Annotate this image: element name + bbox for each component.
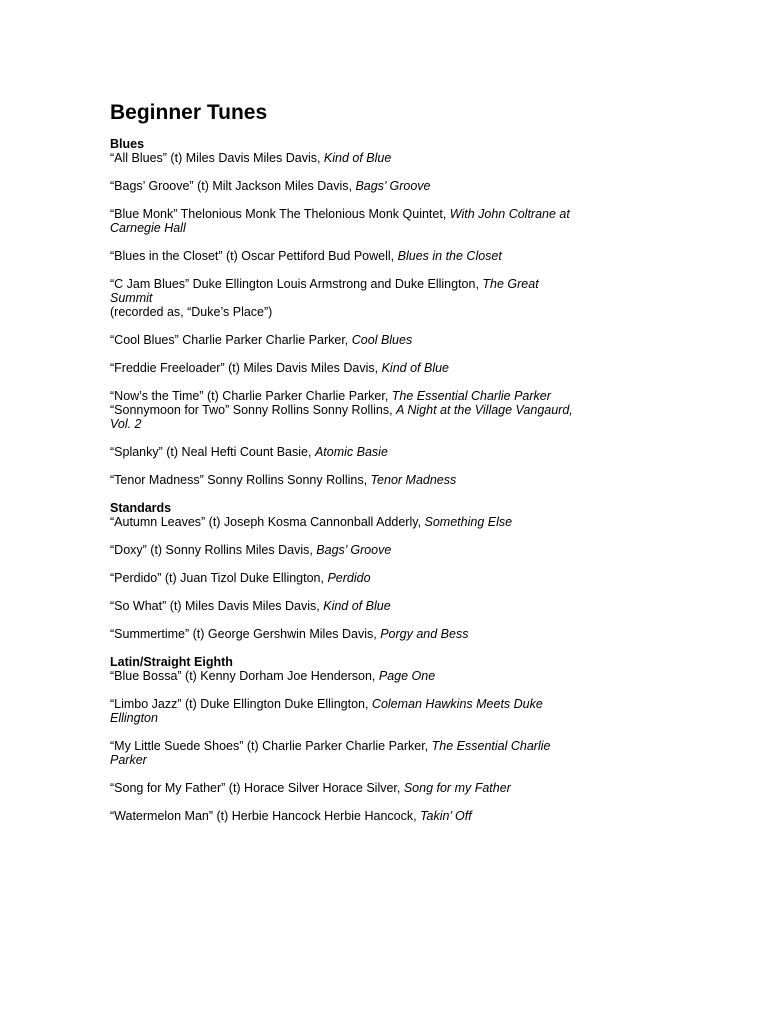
tune-entry: [110, 543, 580, 557]
album-title: Blues in the Closet: [397, 249, 502, 263]
tune-entry: [110, 669, 580, 683]
tune-text: “Splanky” (t) Neal Hefti Count Basie,: [110, 445, 315, 459]
tune-entry: [110, 151, 580, 165]
tune-entry: [110, 473, 580, 487]
tune-text: “Blue Bossa” (t) Kenny Dorham Joe Henderson,: [110, 669, 379, 683]
section-blues: [110, 137, 768, 487]
tune-entry: [110, 207, 580, 235]
tune-text: “Now’s the Time” (t) Charlie Parker Charlie Parker,: [110, 389, 392, 403]
album-title: Tenor Madness: [370, 473, 457, 487]
tune-text: “Limbo Jazz” (t) Duke Ellington Duke Ellington,: [110, 697, 372, 711]
tune-text: “Watermelon Man” (t) Herbie Hancock Herbie Hancock,: [110, 809, 421, 823]
tune-entry: [110, 403, 580, 431]
tune-text: “Doxy” (t) Sonny Rollins Miles Davis,: [110, 543, 317, 557]
tune-entry: [110, 781, 580, 795]
tune-text: “My Little Suede Shoes” (t) Charlie Parker Charlie Parker,: [110, 739, 432, 753]
section-standards: [110, 501, 768, 641]
tune-text: “All Blues” (t) Miles Davis Miles Davis,: [110, 151, 324, 165]
album-title: A Night at the Village Vangaurd, Vol. 2: [110, 403, 573, 431]
tune-text: “Tenor Madness” Sonny Rollins Sonny Rollins,: [110, 473, 371, 487]
album-title: With John Coltrane at Carnegie Hall: [110, 207, 570, 235]
album-title: Porgy and Bess: [380, 627, 469, 641]
tune-entry: [110, 333, 580, 347]
tune-text: “Blues in the Closet” (t) Oscar Pettiford Bud Powell,: [110, 249, 398, 263]
tune-entry: [110, 571, 580, 585]
album-title: Song for my Father: [403, 781, 511, 795]
tune-text: “Bags’ Groove” (t) Milt Jackson Miles Davis,: [110, 179, 356, 193]
tune-entry: [110, 809, 580, 823]
tune-text: “Blue Monk” Thelonious Monk The Thelonious Monk Quintet,: [110, 207, 450, 221]
album-title: Kind of Blue: [323, 151, 392, 165]
tune-text: “Sonnymoon for Two” Sonny Rollins Sonny Rollins,: [110, 403, 397, 417]
tune-entry: [110, 249, 580, 263]
tune-text: “Freddie Freeloader” (t) Miles Davis Miles Davis,: [110, 361, 382, 375]
section-heading: Blues: [110, 137, 145, 151]
tune-text: “Autumn Leaves” (t) Joseph Kosma Cannonball Adderly,: [110, 515, 425, 529]
tune-text: “Song for My Father” (t) Horace Silver Horace Silver,: [110, 781, 404, 795]
album-title: Page One: [378, 669, 436, 683]
album-title: Something Else: [424, 515, 513, 529]
album-title: The Essential Charlie Parker: [110, 739, 551, 767]
tune-text: “Summertime” (t) George Gershwin Miles Davis,: [110, 627, 381, 641]
tune-text: “C Jam Blues” Duke Ellington Louis Armstrong and Duke Ellington,: [110, 277, 483, 291]
tune-entry: [110, 179, 580, 193]
album-title: Takin’ Off: [420, 809, 472, 823]
tune-note: (recorded as, “Duke’s Place”): [110, 305, 273, 319]
album-title: Perdido: [327, 571, 371, 585]
album-title: Kind of Blue: [323, 599, 391, 613]
album-title: Bags’ Groove: [316, 543, 392, 557]
page-title: Beginner Tunes: [110, 101, 268, 124]
section-heading: Standards: [110, 501, 172, 515]
album-title: Kind of Blue: [381, 361, 450, 375]
album-title: Bags’ Groove: [355, 179, 431, 193]
tune-entry: [110, 515, 580, 529]
album-title: Cool Blues: [351, 333, 413, 347]
tune-entry: [110, 389, 580, 403]
section-heading: Latin/Straight Eighth: [110, 655, 233, 669]
tune-entry: [110, 627, 580, 641]
section-latin-straight-eighth: [110, 655, 768, 823]
album-title: The Essential Charlie Parker: [391, 389, 551, 403]
tune-text: “Cool Blues” Charlie Parker Charlie Parker,: [110, 333, 352, 347]
tune-text: “Perdido” (t) Juan Tizol Duke Ellington,: [110, 571, 328, 585]
tune-entry: [110, 445, 580, 459]
tune-entry: [110, 361, 580, 375]
album-title: Atomic Basie: [314, 445, 388, 459]
tune-entry: [110, 697, 580, 725]
album-title: Coleman Hawkins Meets Duke Ellington: [110, 697, 543, 725]
tune-text: “So What” (t) Miles Davis Miles Davis,: [110, 599, 324, 613]
tune-entry: [110, 599, 580, 613]
album-title: The Great Summit: [110, 277, 539, 305]
tune-entry: [110, 739, 580, 767]
tune-entry: [110, 277, 580, 319]
